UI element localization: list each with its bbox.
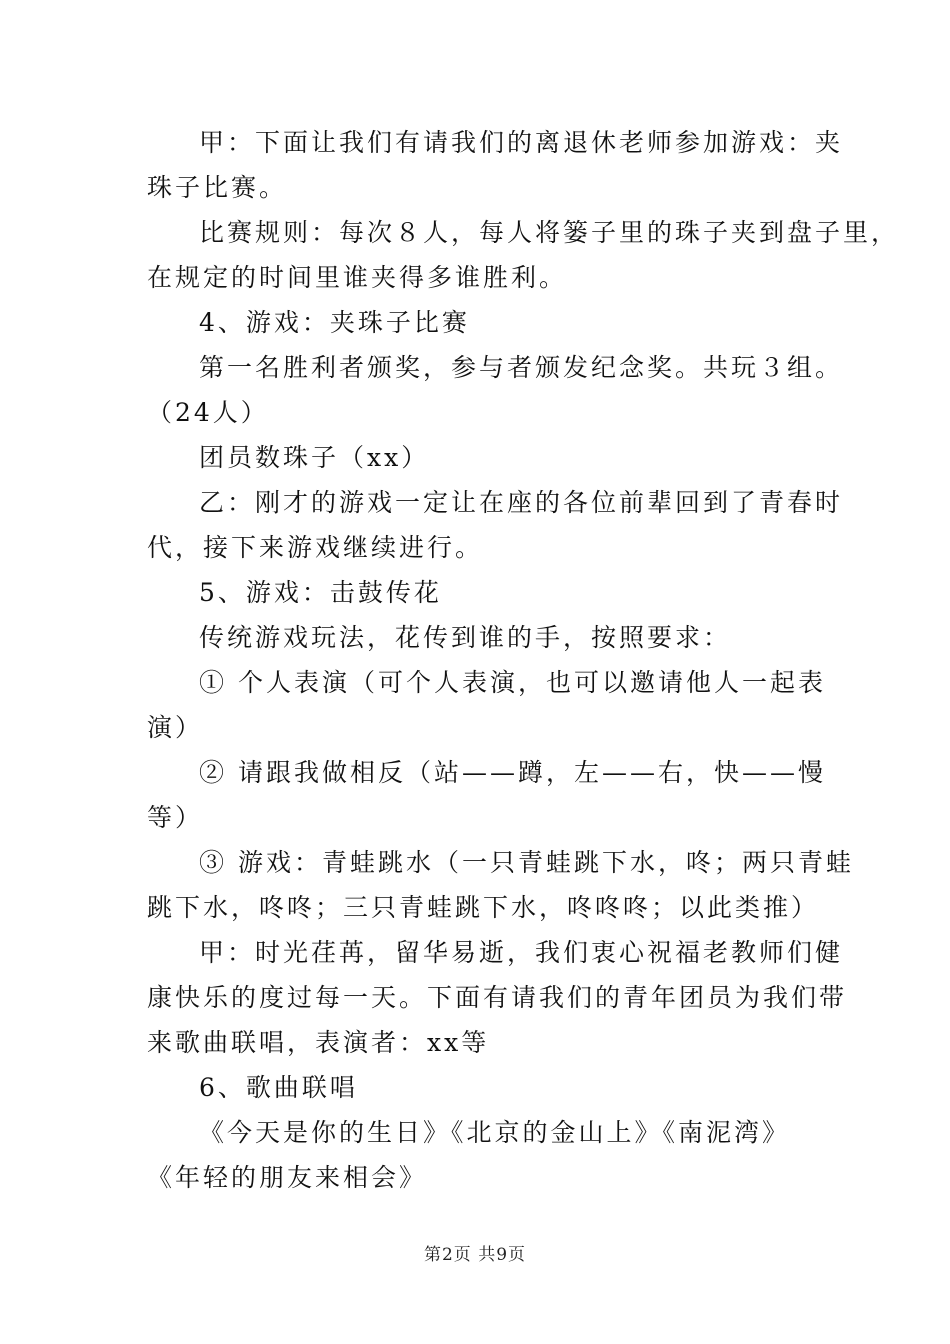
list-item-line: 演） bbox=[147, 713, 204, 742]
list-item-line: ② 请跟我做相反（站——蹲，左——右，快——慢 bbox=[199, 758, 826, 787]
paragraph-line: 代，接下来游戏继续进行。 bbox=[147, 533, 484, 562]
list-item-line: 等） bbox=[147, 803, 204, 832]
paragraph-line: 团员数珠子（xx） bbox=[199, 443, 430, 472]
paragraph-line: （24人） bbox=[147, 398, 269, 427]
list-item-line: ③ 游戏：青蛙跳水（一只青蛙跳下水，咚；两只青蛙 bbox=[199, 848, 854, 877]
paragraph-line: 《今天是你的生日》《北京的金山上》《南泥湾》 bbox=[199, 1118, 791, 1147]
paragraph-line: 比赛规则：每次８人，每人将篓子里的珠子夹到盘子里， bbox=[199, 218, 900, 247]
paragraph-line: 康快乐的度过每一天。下面有请我们的青年团员为我们带 bbox=[147, 983, 848, 1012]
paragraph-line: 第一名胜利者颁奖，参与者颁发纪念奖。共玩３组。 bbox=[199, 353, 844, 382]
page-footer: 第2页 共9页 bbox=[423, 1245, 527, 1265]
section-heading: 4、游戏：夹珠子比赛 bbox=[199, 308, 470, 337]
paragraph-line: 甲：时光荏苒，留华易逝，我们衷心祝福老教师们健 bbox=[199, 938, 844, 967]
document-body bbox=[147, 120, 900, 1200]
section-heading: 5、游戏：击鼓传花 bbox=[199, 578, 442, 607]
paragraph-line: 乙：刚才的游戏一定让在座的各位前辈回到了青春时 bbox=[199, 488, 844, 517]
list-item-line: 跳下水，咚咚；三只青蛙跳下水，咚咚咚；以此类推） bbox=[147, 893, 820, 922]
paragraph-line: 《年轻的朋友来相会》 bbox=[147, 1163, 428, 1192]
paragraph-line: 在规定的时间里谁夹得多谁胜利。 bbox=[147, 263, 568, 292]
paragraph-line: 甲：下面让我们有请我们的离退休老师参加游戏：夹 bbox=[199, 128, 844, 157]
paragraph-line: 传统游戏玩法，花传到谁的手，按照要求： bbox=[199, 623, 732, 652]
paragraph-line: 珠子比赛。 bbox=[147, 173, 288, 202]
list-item-line: ① 个人表演（可个人表演，也可以邀请他人一起表 bbox=[199, 668, 826, 697]
paragraph-line: 来歌曲联唱，表演者：xx等 bbox=[147, 1028, 490, 1057]
section-heading: 6、歌曲联唱 bbox=[199, 1073, 358, 1102]
